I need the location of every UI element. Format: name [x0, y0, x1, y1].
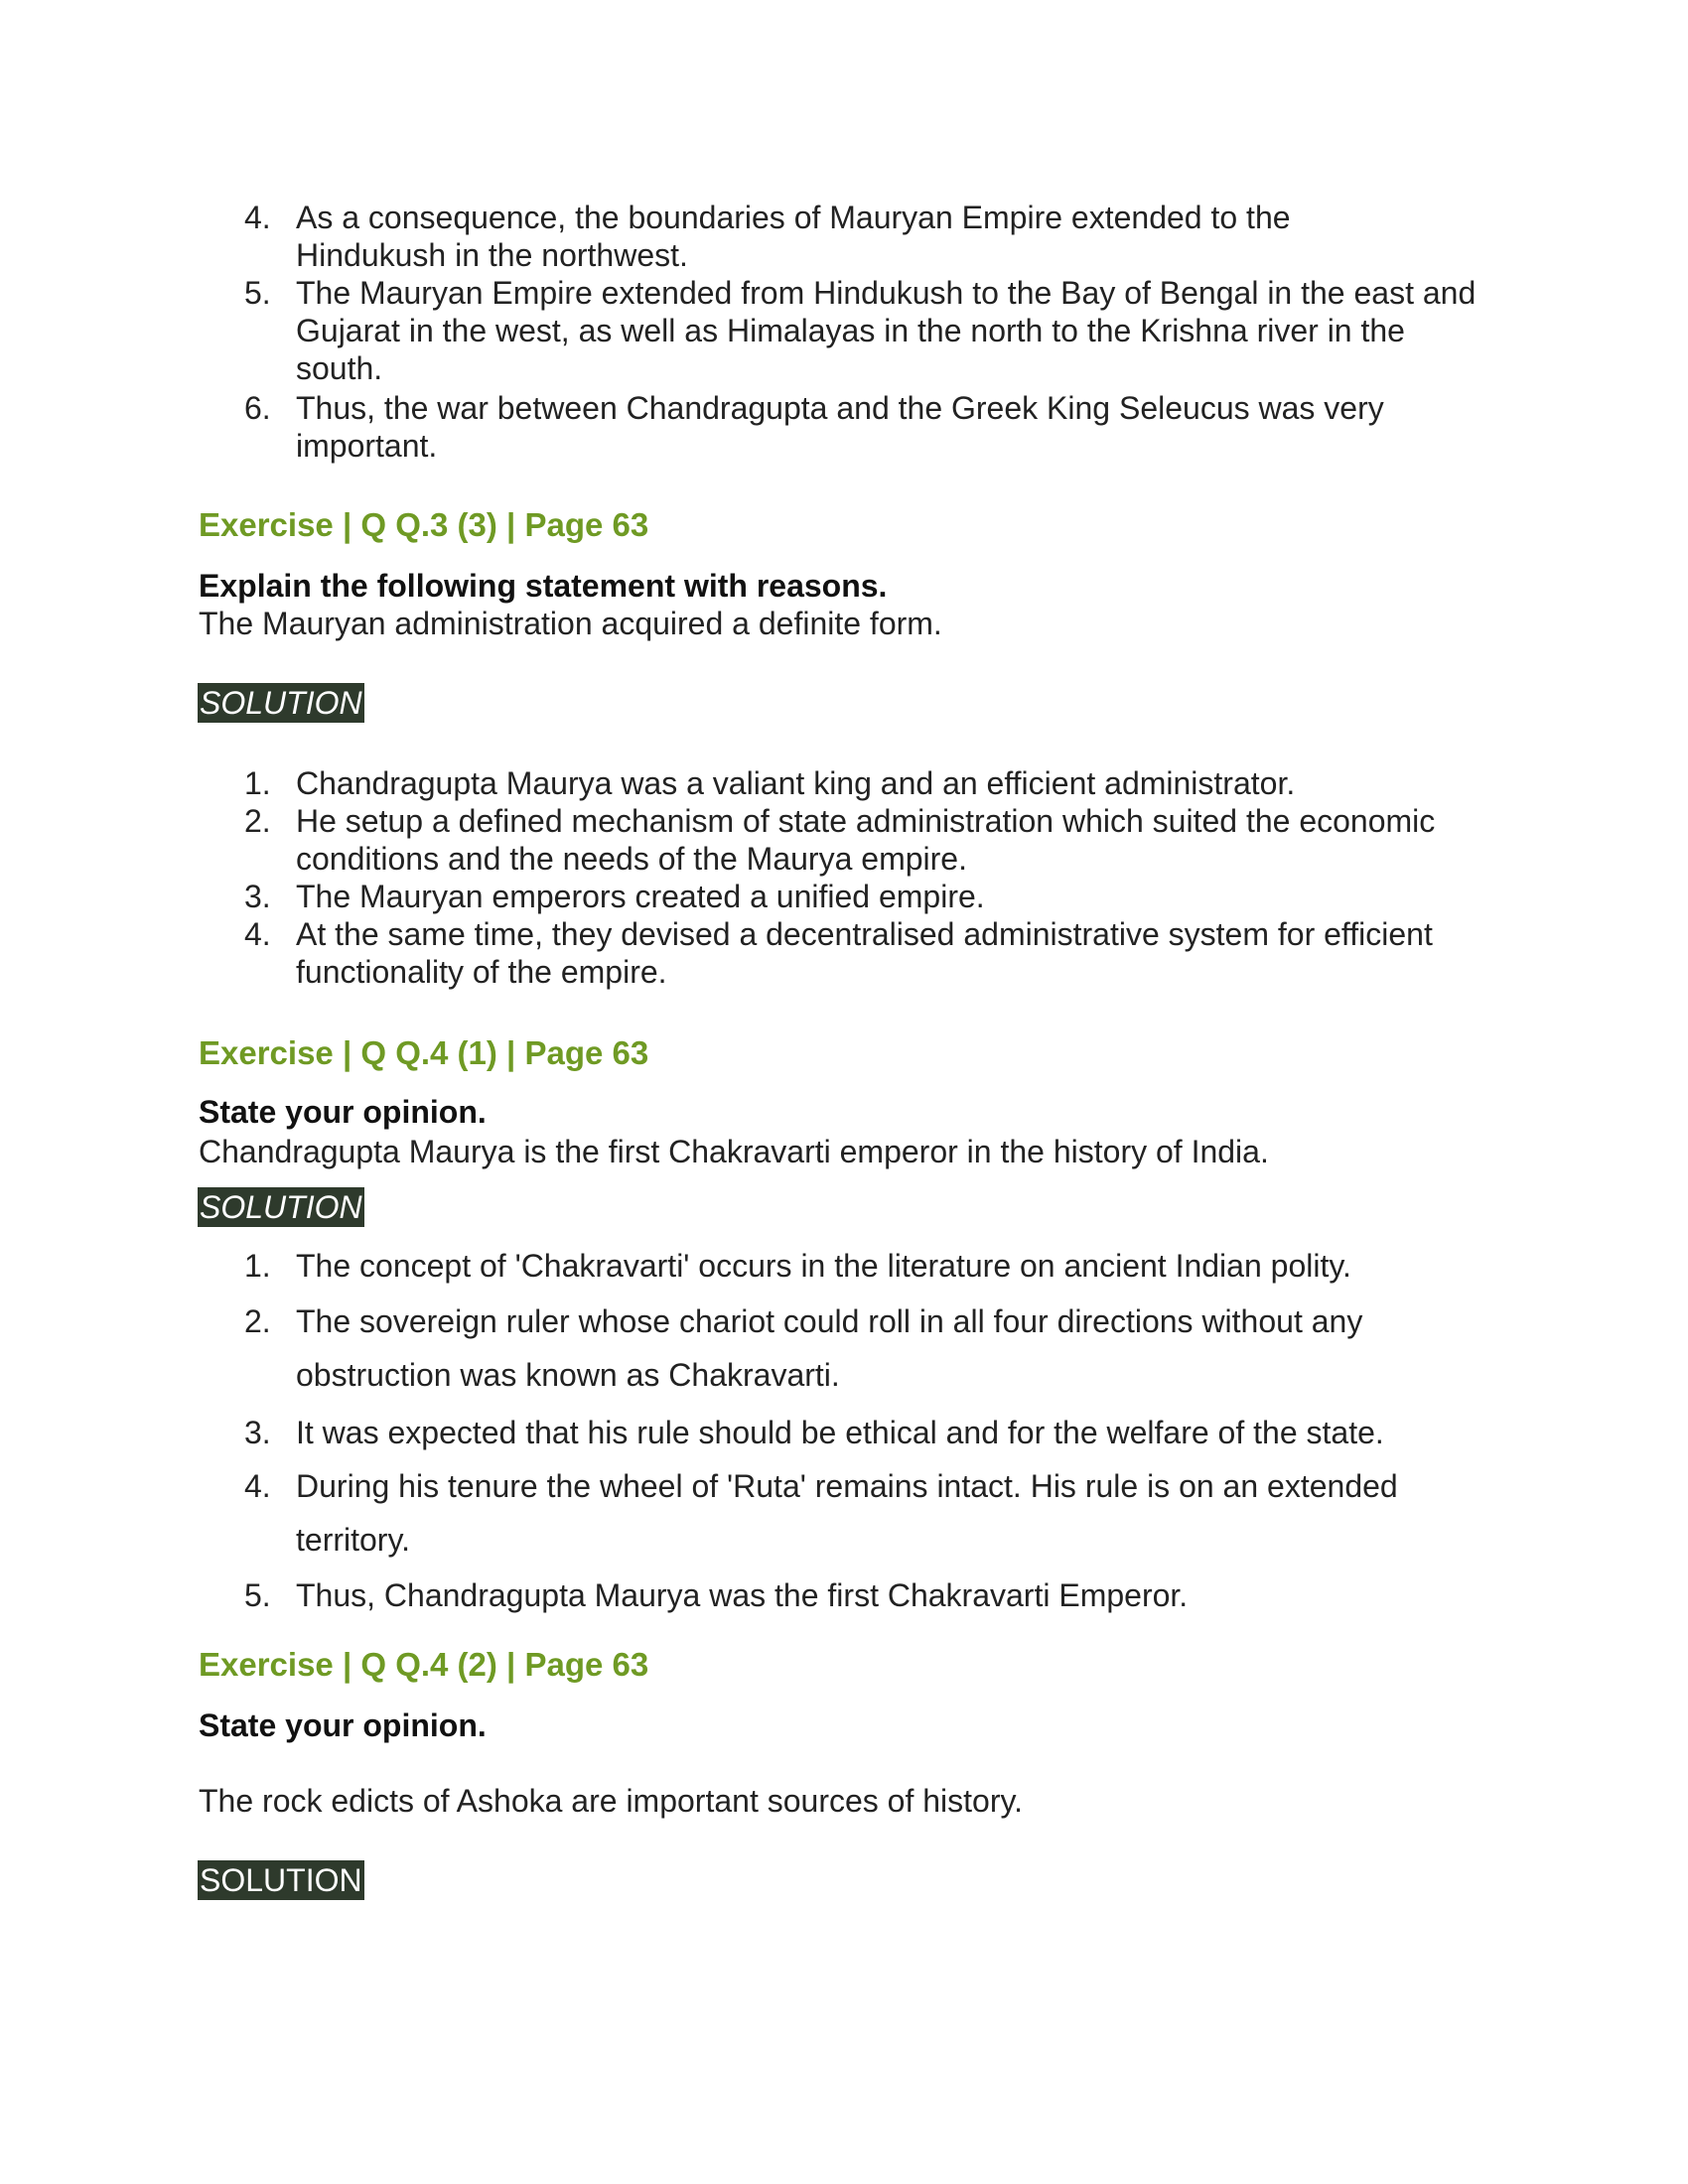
list-item [0, 1239, 1688, 1295]
list-item-number: 3. [244, 879, 271, 914]
list-item-text: As a consequence, the boundaries of Mauryan Empire extended to the Hindukush in the northwest. [296, 200, 1291, 273]
list-item-number: 1. [244, 765, 271, 801]
list-item-text: At the same time, they devised a decentralised administrative system for efficient functionality of the empire. [296, 916, 1433, 990]
list-top [0, 199, 1688, 465]
list-item-number: 2. [244, 803, 271, 839]
list-item-text: He setup a defined mechanism of state administration which suited the economic conditions and the needs of the Maurya empire. [296, 803, 1436, 877]
list-item [0, 1295, 1688, 1406]
list-item-text: Thus, the war between Chandragupta and the Greek King Seleucus was very important. [296, 390, 1384, 464]
list-item [0, 199, 1688, 274]
list-item [0, 878, 1688, 915]
list-item-text: It was expected that his rule should be ethical and for the welfare of the state. [296, 1415, 1384, 1450]
list-item-text: The concept of 'Chakravarti' occurs in the literature on ancient Indian polity. [296, 1248, 1351, 1284]
question-statement: The rock edicts of Ashoka are important sources of history. [199, 1783, 1023, 1819]
list-item-text: The Mauryan Empire extended from Hindukush to the Bay of Bengal in the east and Gujarat in the west, as well as Himalayas in the north to the Krishna river in the south. [296, 275, 1477, 386]
list-item-number: 6. [244, 390, 271, 426]
solution-badge[interactable]: SOLUTION [200, 1189, 362, 1225]
question-title: State your opinion. [199, 1094, 487, 1130]
solution-list [0, 1239, 1688, 1622]
question-statement: Chandragupta Maurya is the first Chakravarti emperor in the history of India. [199, 1134, 1269, 1169]
list-item-text: Thus, Chandragupta Maurya was the first Chakravarti Emperor. [296, 1577, 1189, 1613]
list-item [0, 1459, 1688, 1569]
list-item-text: The sovereign ruler whose chariot could roll in all four directions without any obstruction was known as Chakravarti. [296, 1303, 1363, 1393]
solution-badge[interactable]: SOLUTION [200, 685, 362, 721]
exercise-heading[interactable]: Exercise | Q Q.3 (3) | Page 63 [199, 506, 649, 543]
exercise-heading[interactable]: Exercise | Q Q.4 (2) | Page 63 [199, 1646, 649, 1683]
question-title: Explain the following statement with reasons. [199, 568, 888, 604]
list-item-number: 3. [244, 1415, 271, 1450]
list-item-number: 5. [244, 1577, 271, 1613]
solution-badge[interactable]: SOLUTION [200, 1862, 362, 1898]
list-item-number: 1. [244, 1248, 271, 1284]
solution-list [0, 764, 1688, 991]
exercise-heading[interactable]: Exercise | Q Q.4 (1) | Page 63 [199, 1034, 649, 1071]
list-item [0, 915, 1688, 991]
list-item-text: The Mauryan emperors created a unified empire. [296, 879, 985, 914]
list-item [0, 1569, 1688, 1622]
list-item [0, 389, 1688, 465]
list-item-number: 4. [244, 1468, 271, 1504]
list-item-number: 2. [244, 1303, 271, 1339]
list-item [0, 764, 1688, 802]
list-item-number: 4. [244, 916, 271, 952]
question-title: State your opinion. [199, 1707, 487, 1743]
list-item [0, 274, 1688, 389]
list-item-number: 4. [244, 200, 271, 235]
list-item [0, 802, 1688, 878]
list-item-text: During his tenure the wheel of 'Ruta' remains intact. His rule is on an extended territory. [296, 1468, 1398, 1558]
list-item-number: 5. [244, 275, 271, 311]
list-item-text: Chandragupta Maurya was a valiant king and an efficient administrator. [296, 765, 1296, 801]
list-item [0, 1406, 1688, 1459]
question-statement: The Mauryan administration acquired a definite form. [199, 606, 942, 641]
